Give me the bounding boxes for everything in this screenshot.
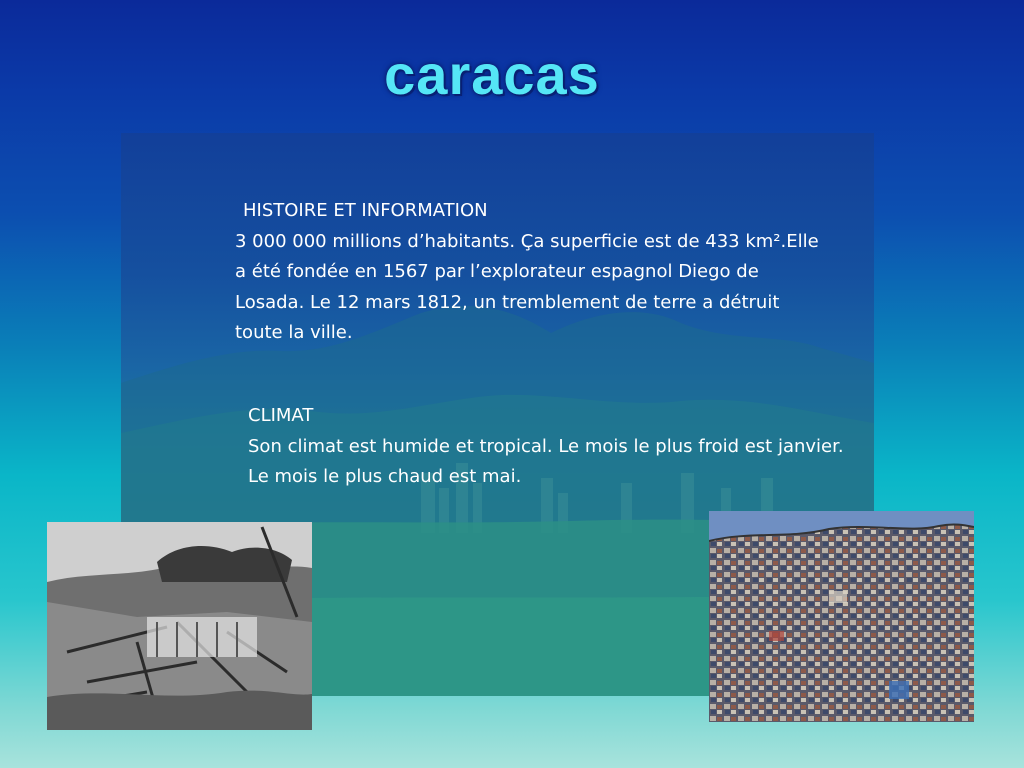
slide-title: caracas: [384, 43, 600, 106]
histoire-body: 3 000 000 millions d’habitants. Ça superficie est de 433 km².Elle a été fondée en 1567 par l’explorateur espagnol Diego de Losada. Le 12 mars 1812, un tremblement de terre a détruit toute la ville.: [235, 230, 819, 343]
shantytown-photo: [709, 511, 974, 722]
climat-section: [248, 401, 868, 493]
climat-body: Son climat est humide et tropical. Le mois le plus froid est janvier. Le mois le plus chaud est mai.: [248, 435, 844, 487]
histoire-section: [235, 196, 825, 349]
earthquake-ruins-photo: [47, 522, 312, 730]
climat-heading: CLIMAT: [248, 405, 314, 426]
histoire-heading: HISTOIRE ET INFORMATION: [243, 200, 488, 221]
